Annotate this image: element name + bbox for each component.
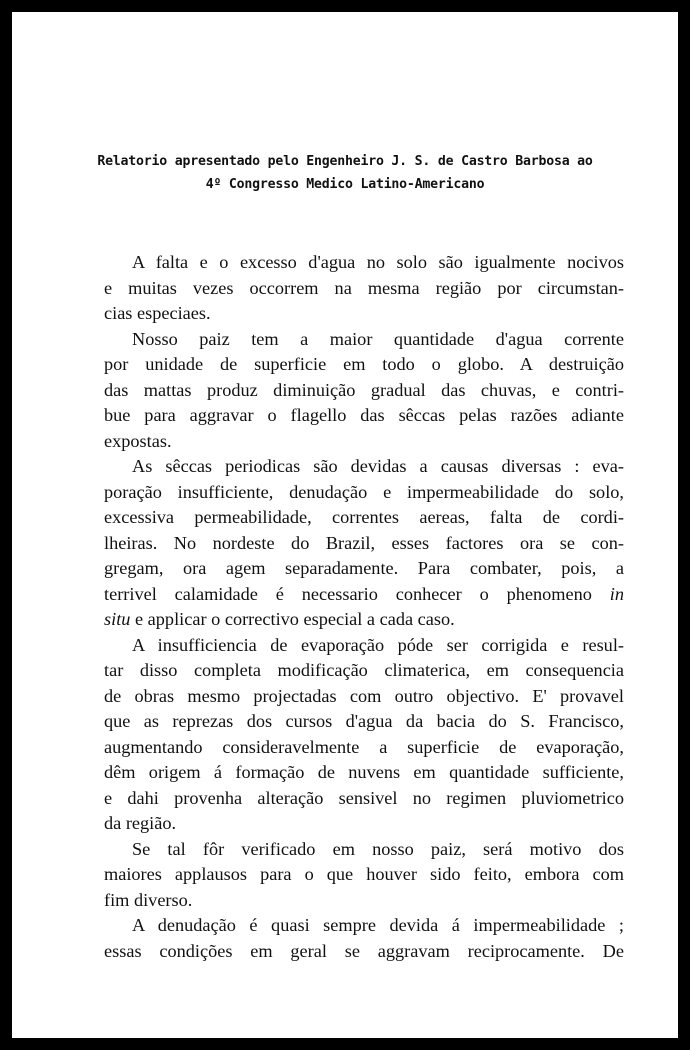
paragraph (104, 250, 624, 327)
text-line: de obras mesmo projectadas com outro objectivo. E' provavel (104, 685, 624, 706)
document-heading (12, 150, 678, 196)
text-line: As sêccas periodicas são devidas a causas diversas : eva- (132, 456, 624, 476)
text-line: Se tal fôr verificado em nosso paiz, será motivo dos (132, 838, 624, 859)
text-line: da região. (104, 813, 177, 833)
text-line (104, 607, 624, 633)
text-line: e dahi provenha alteração sensivel no regimen pluviometrico (104, 787, 624, 808)
text-line: fim diverso. (104, 889, 193, 910)
text-line: gregam, ora agem separadamente. Para combater, pois, a (104, 558, 624, 578)
document-body (104, 250, 624, 964)
heading-line-2: 4º Congresso Medico Latino-Americano (205, 177, 485, 192)
paragraph (104, 327, 624, 455)
text-line: excessiva permeabilidade, correntes aereas, falta de cordi- (104, 507, 624, 527)
paragraph (104, 913, 624, 964)
text-line: tar disso completa modificação climaterica, em consequencia (104, 660, 624, 680)
text-line: dêm origem á formação de nuvens em quantidade sufficiente, (104, 762, 624, 782)
text-line: expostas. (104, 430, 172, 451)
text-line: essas condições em geral se aggravam reciprocamente. De (104, 940, 624, 961)
paragraph (104, 454, 624, 633)
text-segment: terrivel calamidade é necessario conhecer o phenomeno (104, 583, 592, 604)
italic-word-situ: situ e applicar o correctivo especial a cada caso. (104, 609, 455, 629)
italic-word: in (609, 583, 624, 604)
text-line: lheiras. No nordeste do Brazil, esses factores ora se con- (104, 532, 624, 553)
heading-line-1: Relatorio apresentado pelo Engenheiro J. S. de Castro Barbosa ao (97, 154, 593, 169)
text-line (104, 582, 624, 608)
text-line: augmentando consideravelmente a superficie de evaporação, (104, 736, 624, 757)
text-line: A falta e o excesso d'agua no solo são igualmente nocivos (132, 252, 624, 272)
text-line: que as reprezas dos cursos d'agua da bacia do S. Francisco, (104, 711, 624, 731)
text-line: por unidade de superficie em todo o globo. A destruição (104, 354, 624, 374)
paragraph (104, 837, 624, 914)
text-line: bue para aggravar o flagello das sêccas pelas razões adiante (104, 405, 624, 425)
text-line: das mattas produz diminuição gradual das chuvas, e contri- (104, 379, 624, 400)
text-line: A denudação é quasi sempre devida á impermeabilidade ; (132, 915, 624, 935)
document-page (12, 12, 678, 1038)
paragraph (104, 633, 624, 837)
text-line: maiores applausos para o que houver sido feito, embora com (104, 864, 624, 884)
text-line: cias especiaes. (104, 303, 211, 323)
text-line: Nosso paiz tem a maior quantidade d'agua corrente (132, 328, 624, 349)
text-line: e muitas vezes occorrem na mesma região por circumstan- (104, 277, 624, 298)
text-line: poração insufficiente, denudação e impermeabilidade do solo, (104, 481, 624, 502)
text-line: A insufficiencia de evaporação póde ser corrigida e resul- (132, 634, 624, 655)
